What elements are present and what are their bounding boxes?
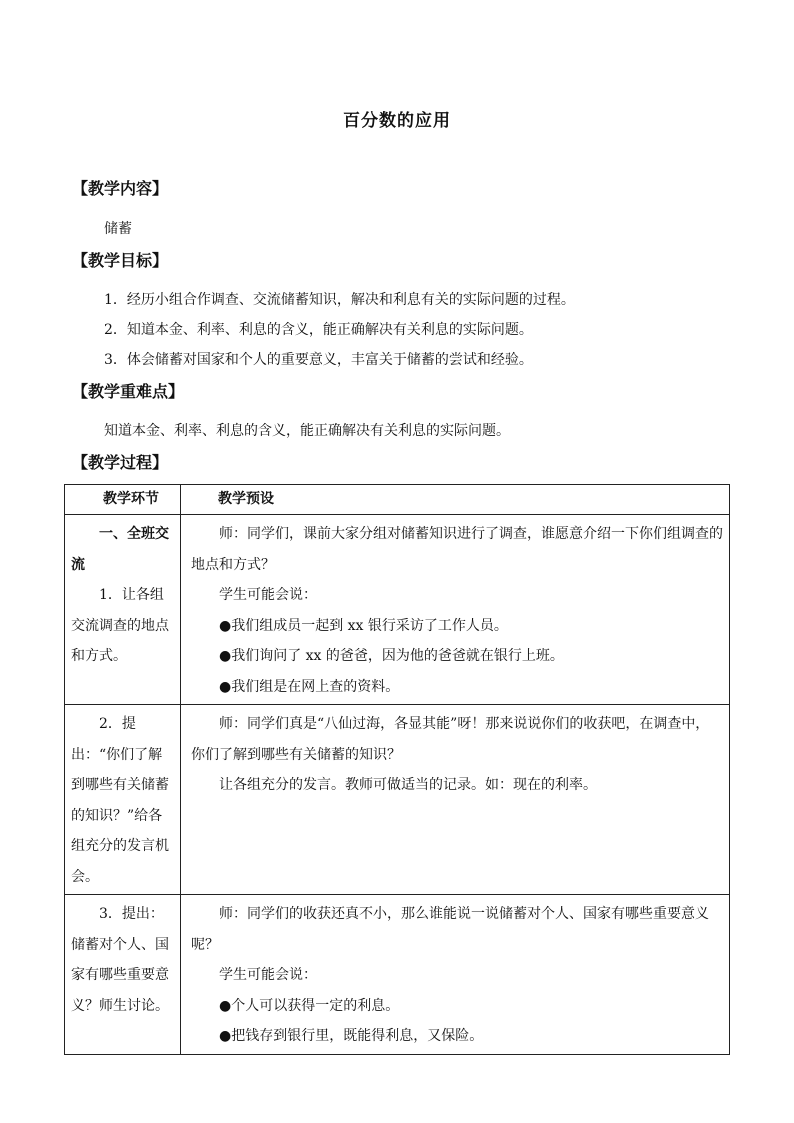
stage-text: 1．让各组交流调查的地点和方式。 [71, 587, 169, 664]
content-cell [181, 895, 730, 1055]
content-paragraph: 学生可能会说： [219, 587, 317, 603]
goal-item-2: 2．知道本金、利率、利息的含义，能正确解决有关利息的实际问题。 [104, 322, 533, 338]
goal-item-3: 3．体会储蓄对国家和个人的重要意义，丰富关于储蓄的尝试和经验。 [104, 352, 533, 368]
content-bullet: ●我们询问了 xx 的爸爸，因为他的爸爸就在银行上班。 [219, 648, 564, 664]
key-points-text: 知道本金、利率、利息的含义，能正确解决有关利息的实际问题。 [104, 423, 510, 439]
header-content: 教学预设 [181, 485, 730, 515]
teaching-process-table [64, 484, 730, 1055]
content-cell [181, 515, 730, 705]
content-bullet: ●把钱存到银行里，既能得利息，又保险。 [219, 1028, 484, 1044]
content-bullet: ●我们组是在网上查的资料。 [219, 678, 400, 695]
content-paragraph: 师：同学们的收获还真不小，那么谁能说一说储蓄对个人、国家有哪些重要意义呢？ [191, 906, 709, 953]
goal-item-1: 1．经历小组合作调查、交流储蓄知识，解决和利息有关的实际问题的过程。 [104, 292, 575, 308]
table-row [65, 895, 730, 1055]
header-stage: 教学环节 [65, 485, 181, 515]
content-paragraph: 师：同学们，课前大家分组对储蓄知识进行了调查，谁愿意介绍一下你们组调查的地点和方式？ [191, 526, 723, 573]
table-header-row [65, 485, 730, 515]
stage-cell [65, 895, 181, 1055]
content-cell [181, 705, 730, 895]
heading-key-points: 【教学重难点】 [72, 382, 185, 401]
stage-text: 3．提出：储蓄对个人、国家有哪些重要意义？师生讨论。 [71, 906, 169, 1014]
stage-cell [65, 705, 181, 895]
document-title: 百分数的应用 [343, 111, 451, 131]
table-row [65, 705, 730, 895]
teaching-content-text: 储蓄 [104, 221, 132, 237]
heading-teaching-content: 【教学内容】 [72, 179, 169, 198]
content-paragraph: 学生可能会说： [219, 967, 317, 983]
stage-title: 一、全班交流 [71, 526, 169, 573]
content-paragraph: 让各组充分的发言。教师可做适当的记录。如：现在的利率。 [219, 777, 597, 793]
heading-teaching-process: 【教学过程】 [72, 453, 169, 472]
heading-teaching-goals: 【教学目标】 [72, 251, 169, 270]
content-bullet: ●个人可以获得一定的利息。 [219, 997, 400, 1014]
stage-cell [65, 515, 181, 705]
stage-text: 2．提出：“你们了解到哪些有关储蓄的知识？”给各组充分的发言机会。 [71, 716, 169, 885]
content-paragraph: 师：同学们真是“八仙过海，各显其能”呀！那来说说你们的收获吧，在调查中，你们了解到哪些有关储蓄的知识？ [191, 716, 710, 763]
table-row [65, 515, 730, 705]
content-bullet: ●我们组成员一起到 xx 银行采访了工作人员。 [219, 617, 508, 634]
